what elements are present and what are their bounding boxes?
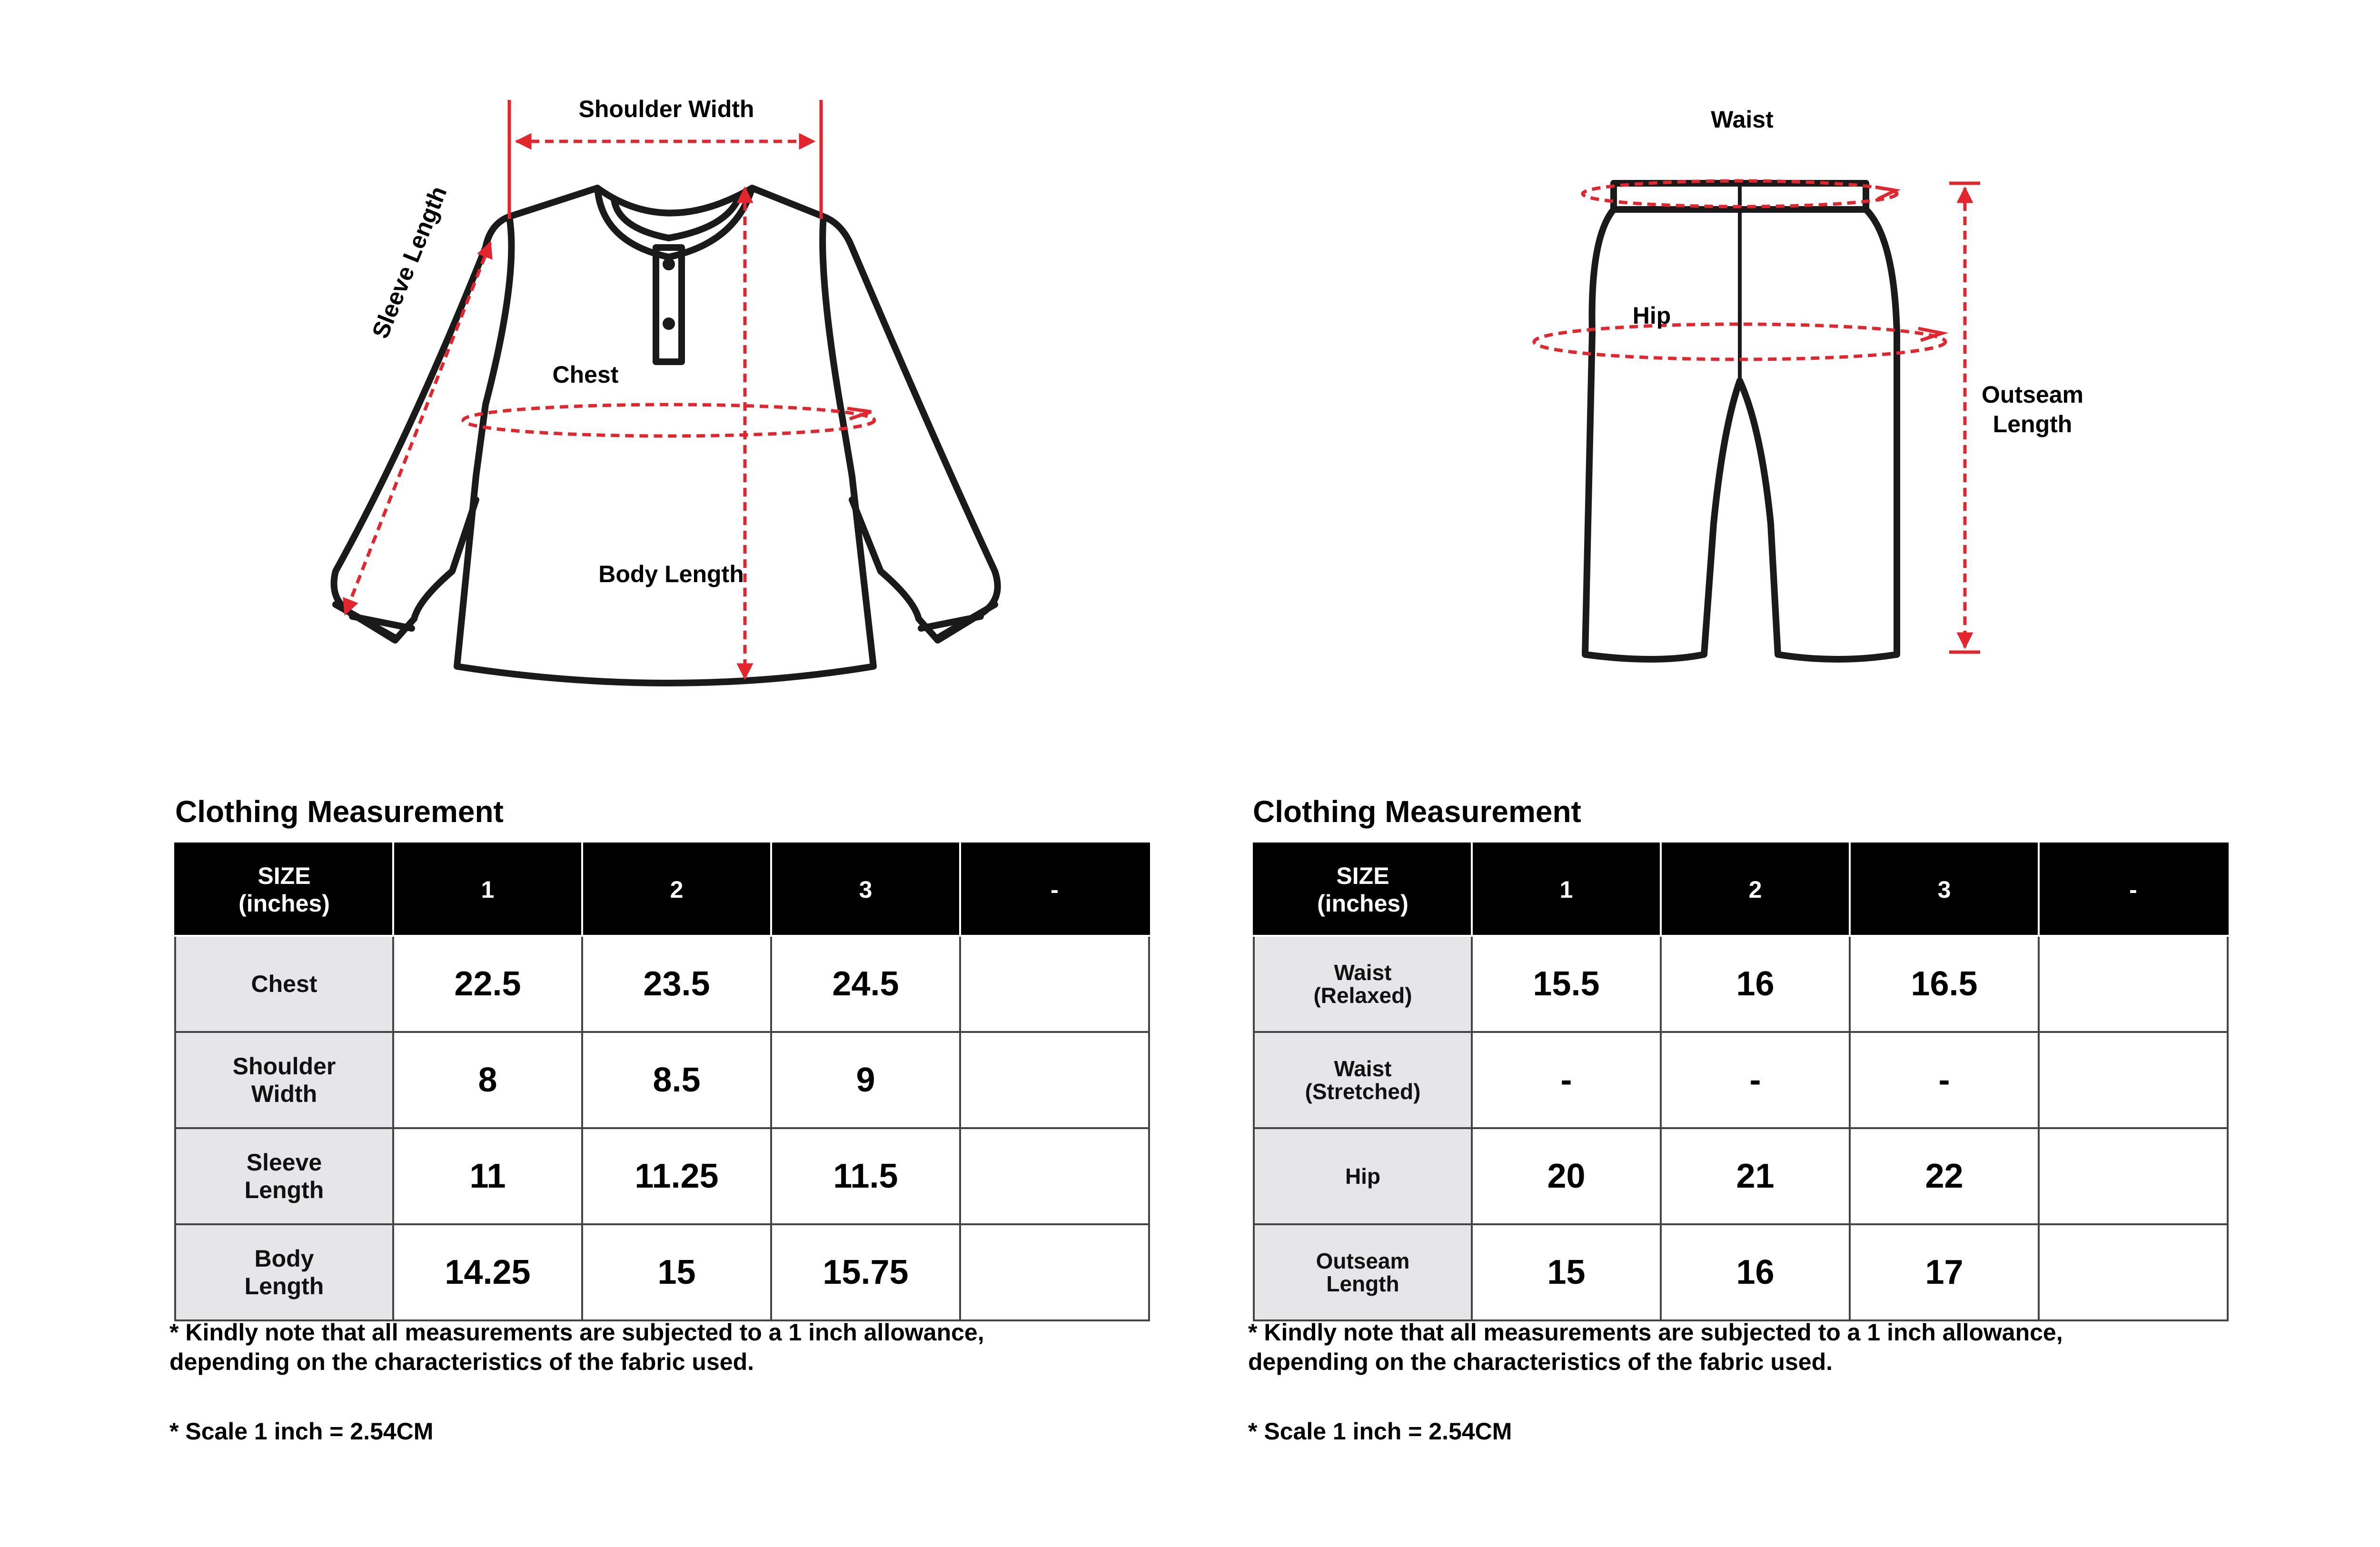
- size-header: SIZE (inches): [1254, 843, 1472, 936]
- top-measurement-table: [174, 843, 1150, 1321]
- table-row: [1254, 1224, 2228, 1320]
- table-cell: [2039, 936, 2228, 1032]
- table-cell: [2039, 1032, 2228, 1128]
- table-cell: 15: [1472, 1224, 1661, 1320]
- shirt-buttons: [663, 258, 675, 330]
- row-label: Sleeve Length: [175, 1128, 393, 1224]
- table-row: [175, 1224, 1149, 1320]
- table-cell: 22.5: [393, 936, 582, 1032]
- size-1-header: 1: [393, 843, 582, 936]
- size-header: SIZE (inches): [175, 843, 393, 936]
- row-label: Chest: [175, 936, 393, 1032]
- table-row: [1254, 1128, 2228, 1224]
- bottom-measurement-table: [1253, 843, 2229, 1321]
- table-cell: -: [1661, 1032, 1850, 1128]
- table-cell: [2039, 1128, 2228, 1224]
- table-cell: -: [1850, 1032, 2039, 1128]
- size-3-header: 3: [1850, 843, 2039, 936]
- row-label: Waist (Stretched): [1254, 1032, 1472, 1128]
- scale-note: * Scale 1 inch = 2.54CM: [1248, 1418, 1512, 1445]
- size-2-header: 2: [1661, 843, 1850, 936]
- allowance-note: * Kindly note that all measurements are subjected to a 1 inch allowance, depending on the characteristics of the fabric used.: [169, 1319, 984, 1375]
- size-1-header: 1: [1472, 843, 1661, 936]
- table-cell: [960, 1032, 1149, 1128]
- waist-label: Waist: [1711, 106, 1774, 133]
- table-cell: 15: [582, 1224, 771, 1320]
- table-header-row: [1254, 843, 2228, 936]
- table-row: [1254, 936, 2228, 1032]
- allowance-note: * Kindly note that all measurements are subjected to a 1 inch allowance, depending on the characteristics of the fabric used.: [1248, 1319, 2063, 1375]
- sleeve-length-label: Sleeve Length: [367, 182, 452, 342]
- table-row: [175, 936, 1149, 1032]
- row-label: Hip: [1254, 1128, 1472, 1224]
- table-cell: 16: [1661, 936, 1850, 1032]
- outseam-length-label: Outseam Length: [1982, 381, 2083, 437]
- table-row: [1254, 1032, 2228, 1128]
- row-label: Waist (Relaxed): [1254, 936, 1472, 1032]
- size-3-header: 3: [771, 843, 960, 936]
- size-blank-header: -: [2039, 843, 2228, 936]
- garment-illustrations: [0, 0, 2380, 714]
- table-cell: [960, 1128, 1149, 1224]
- bottom-table-title: Clothing Measurement: [1253, 794, 1581, 829]
- table-cell: 16.5: [1850, 936, 2039, 1032]
- body-length-label: Body Length: [598, 561, 744, 587]
- table-cell: 11: [393, 1128, 582, 1224]
- table-cell: 11.5: [771, 1128, 960, 1224]
- hip-label: Hip: [1632, 302, 1671, 329]
- table-row: [175, 1128, 1149, 1224]
- table-cell: 24.5: [771, 936, 960, 1032]
- table-cell: 22: [1850, 1128, 2039, 1224]
- row-label: Outseam Length: [1254, 1224, 1472, 1320]
- table-cell: 16: [1661, 1224, 1850, 1320]
- table-cell: [960, 1224, 1149, 1320]
- table-cell: 23.5: [582, 936, 771, 1032]
- row-label: Shoulder Width: [175, 1032, 393, 1128]
- table-cell: 15.5: [1472, 936, 1661, 1032]
- table-cell: [960, 936, 1149, 1032]
- row-label: Body Length: [175, 1224, 393, 1320]
- table-cell: 17: [1850, 1224, 2039, 1320]
- table-cell: 9: [771, 1032, 960, 1128]
- table-cell: [2039, 1224, 2228, 1320]
- table-cell: -: [1472, 1032, 1661, 1128]
- shoulder-width-label: Shoulder Width: [578, 96, 754, 122]
- pants-outline: [1585, 183, 1897, 659]
- scale-note: * Scale 1 inch = 2.54CM: [169, 1418, 434, 1445]
- top-table-title: Clothing Measurement: [175, 794, 504, 829]
- table-cell: 15.75: [771, 1224, 960, 1320]
- table-cell: 20: [1472, 1128, 1661, 1224]
- measurement-diagram: [0, 0, 2380, 714]
- chest-arrow: [463, 405, 874, 436]
- table-header-row: [175, 843, 1149, 936]
- table-cell: 21: [1661, 1128, 1850, 1224]
- table-cell: 11.25: [582, 1128, 771, 1224]
- size-2-header: 2: [582, 843, 771, 936]
- chest-label: Chest: [552, 361, 619, 388]
- table-cell: 8.5: [582, 1032, 771, 1128]
- table-cell: 8: [393, 1032, 582, 1128]
- size-blank-header: -: [960, 843, 1149, 936]
- pants-measure-lines: [1534, 181, 1980, 652]
- table-cell: 14.25: [393, 1224, 582, 1320]
- table-row: [175, 1032, 1149, 1128]
